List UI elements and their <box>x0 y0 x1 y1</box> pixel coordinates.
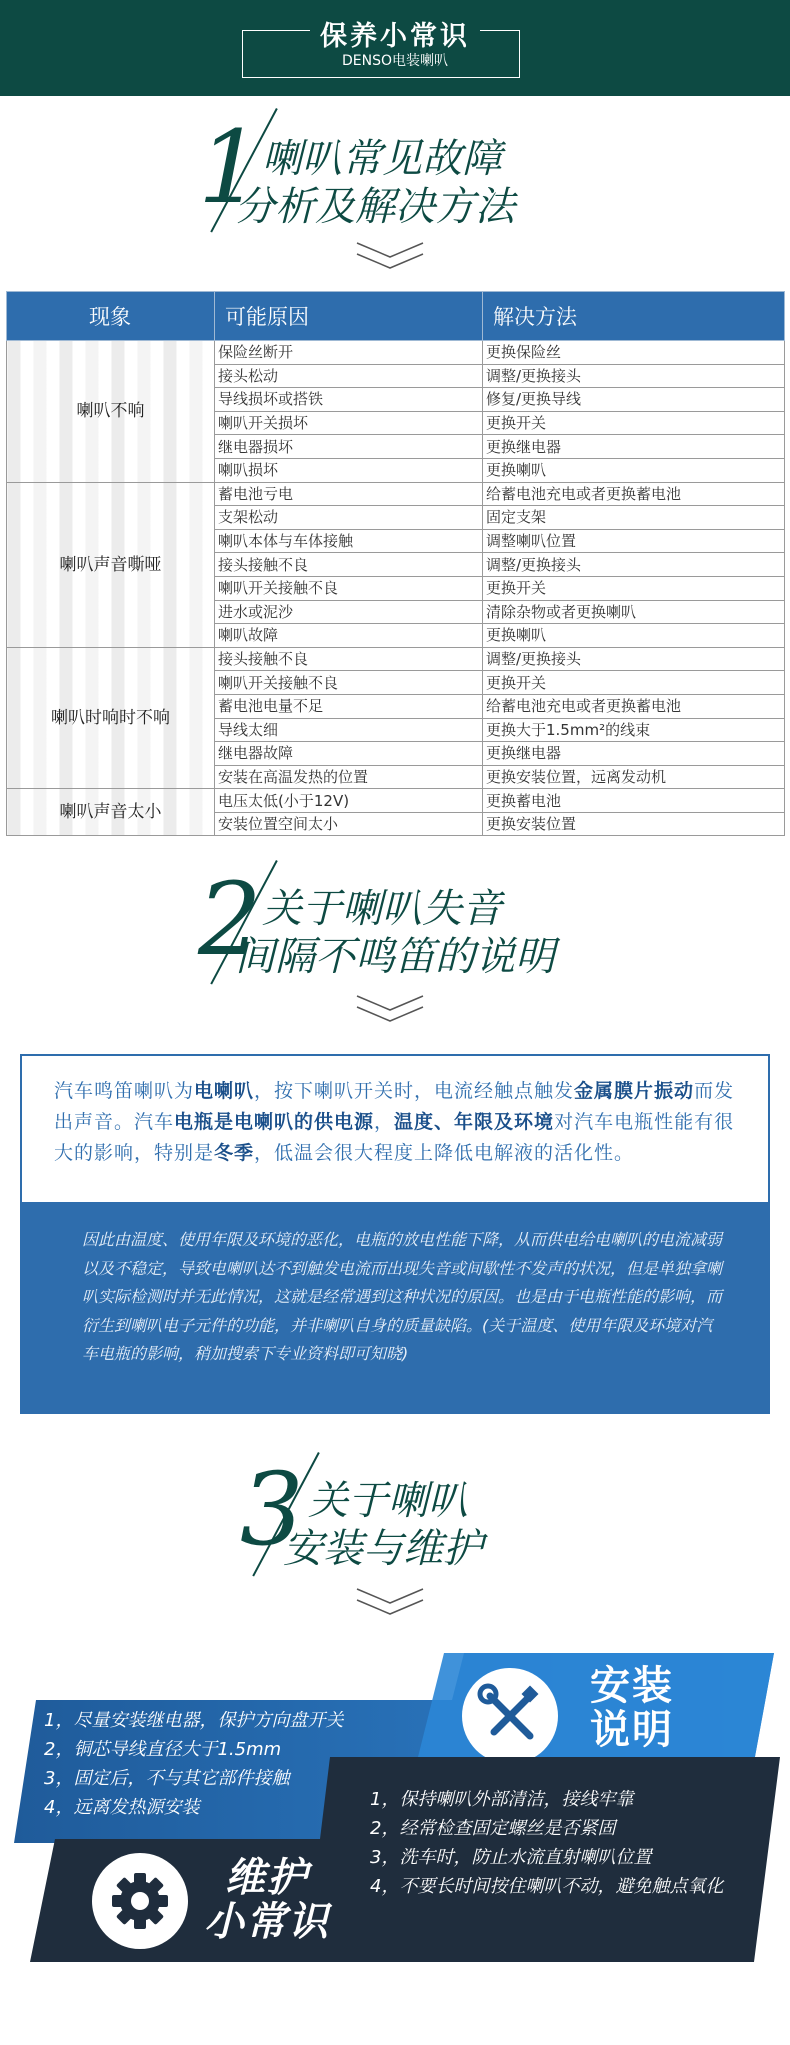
cause-cell: 喇叭损坏 <box>215 458 483 482</box>
cause-cell: 喇叭开关接触不良 <box>215 576 483 600</box>
section-1-number: 1 <box>198 109 262 226</box>
cause-cell: 电压太低(小于12V) <box>215 789 483 813</box>
cause-cell: 导线太细 <box>215 718 483 742</box>
table-row <box>7 789 785 813</box>
solution-cell: 给蓄电池充电或者更换蓄电池 <box>483 694 785 718</box>
maintain-icon-badge <box>92 1853 188 1949</box>
solution-cell: 更换蓄电池 <box>483 789 785 813</box>
chevron-down-icon <box>355 993 425 1027</box>
tools-icon <box>462 1668 558 1764</box>
symptom-cell: 喇叭声音嘶哑 <box>7 482 215 647</box>
solution-cell: 调整/更换接头 <box>483 647 785 671</box>
section-3-line2: 安装与维护 <box>283 1526 483 1572</box>
maintain-item: 2，经常检查固定螺丝是否紧固 <box>370 1818 616 1839</box>
info-segment: ，低温会很大程度上降低电解液的活化性。 <box>254 1142 635 1164</box>
maintain-item: 1，保持喇叭外部清洁，接线牢靠 <box>370 1789 634 1810</box>
section-3-number: 3 <box>240 1451 304 1568</box>
info-segment: 而发出声音。汽车 <box>54 1080 735 1133</box>
install-item: 2，铜芯导线直径大于1.5mm <box>44 1739 282 1760</box>
info-segment: 对汽车电瓶性能有很大的影响，特别是 <box>54 1111 735 1164</box>
table-body <box>7 341 785 836</box>
fault-table <box>6 291 785 836</box>
section-1-line2: 分析及解决方法 <box>235 184 515 230</box>
page-header <box>0 0 790 96</box>
solution-cell: 更换安装位置 <box>483 812 785 836</box>
chevron-down-icon <box>355 240 425 274</box>
solution-cell: 更换继电器 <box>483 435 785 459</box>
info-highlight: 电瓶是电喇叭的供电源 <box>174 1111 375 1133</box>
cause-cell: 支架松动 <box>215 506 483 530</box>
install-item: 1，尽量安装继电器，保护方向盘开关 <box>44 1710 344 1731</box>
solution-cell: 更换开关 <box>483 671 785 695</box>
install-item: 4，远离发热源安装 <box>44 1797 200 1818</box>
solution-cell: 更换保险丝 <box>483 341 785 365</box>
table-row <box>7 341 785 365</box>
cause-cell: 接头接触不良 <box>215 553 483 577</box>
solution-cell: 更换继电器 <box>483 742 785 766</box>
maintain-label-line1: 维护 <box>225 1855 309 1901</box>
cause-cell: 安装位置空间太小 <box>215 812 483 836</box>
cause-cell: 喇叭故障 <box>215 624 483 648</box>
table-row <box>7 647 785 671</box>
info-bottom-text: 因此由温度、使用年限及环境的恶化，电瓶的放电性能下降，从而供电给电喇叭的电流减弱以及不稳定，导致电喇叭达不到触发电流而出现失音或间歇性不发声的状况，但是单独拿喇叭实际检测时并无此情况，这就是经常遇到这种状况的原因。也是由于电瓶性能的影响，而衍生到喇叭电子元件的功能，并非喇叭自身的质量缺陷。(关于温度、使用年限及环境对汽车电瓶的影响，稍加搜索下专业资料即可知晓) <box>82 1230 723 1364</box>
install-label-line2: 说明 <box>590 1707 674 1753</box>
header-title: 保养小常识 <box>310 21 480 52</box>
info-segment: ，按下喇叭开关时，电流经触点触发 <box>254 1080 575 1102</box>
section-3-line1: 关于喇叭 <box>308 1478 468 1524</box>
cause-cell: 喇叭开关损坏 <box>215 411 483 435</box>
maintain-list <box>370 1785 750 1901</box>
solution-cell: 修复/更换导线 <box>483 388 785 412</box>
cause-cell: 接头接触不良 <box>215 647 483 671</box>
solution-cell: 更换大于1.5mm²的线束 <box>483 718 785 742</box>
maintain-item: 3，洗车时，防止水流直射喇叭位置 <box>370 1847 652 1868</box>
cause-cell: 安装在高温发热的位置 <box>215 765 483 789</box>
cause-cell: 导线损坏或搭铁 <box>215 388 483 412</box>
cause-cell: 接头松动 <box>215 364 483 388</box>
cause-cell: 喇叭本体与车体接触 <box>215 529 483 553</box>
info-segment: ， <box>374 1111 395 1133</box>
info-highlight: 冬季 <box>214 1142 255 1164</box>
solution-cell: 更换安装位置，远离发动机 <box>483 765 785 789</box>
info-top-text <box>54 1076 742 1169</box>
info-box-top <box>20 1054 770 1204</box>
solution-cell: 更换开关 <box>483 576 785 600</box>
section-2-line2: 间隔不鸣笛的说明 <box>235 934 555 980</box>
info-segment: 汽车鸣笛喇叭为 <box>54 1080 195 1102</box>
cause-cell: 进水或泥沙 <box>215 600 483 624</box>
maintain-label-line2: 小常识 <box>204 1899 330 1945</box>
info-box-bottom <box>20 1204 770 1414</box>
install-label-line1: 安装 <box>590 1663 674 1709</box>
cause-cell: 喇叭开关接触不良 <box>215 671 483 695</box>
maintain-item: 4，不要长时间按住喇叭不动，避免触点氧化 <box>370 1876 724 1897</box>
info-highlight: 金属膜片振动 <box>574 1080 695 1102</box>
header-cause: 可能原因 <box>215 292 483 341</box>
solution-cell: 更换喇叭 <box>483 624 785 648</box>
gear-icon <box>92 1853 188 1949</box>
solution-cell: 给蓄电池充电或者更换蓄电池 <box>483 482 785 506</box>
chevron-down-icon <box>355 1586 425 1620</box>
install-label <box>590 1664 674 1752</box>
table-header-row <box>7 292 785 341</box>
cause-cell: 蓄电池电量不足 <box>215 694 483 718</box>
header-subtitle: DENSO电装喇叭 <box>341 53 448 69</box>
solution-cell: 调整/更换接头 <box>483 553 785 577</box>
solution-cell: 更换喇叭 <box>483 458 785 482</box>
symptom-cell: 喇叭不响 <box>7 341 215 483</box>
solution-cell: 调整喇叭位置 <box>483 529 785 553</box>
cause-cell: 继电器损坏 <box>215 435 483 459</box>
table-row <box>7 482 785 506</box>
section-2-number: 2 <box>198 861 262 978</box>
header-symptom: 现象 <box>7 292 215 341</box>
cause-cell: 蓄电池亏电 <box>215 482 483 506</box>
cause-cell: 保险丝断开 <box>215 341 483 365</box>
symptom-cell: 喇叭声音太小 <box>7 789 215 836</box>
maintain-label <box>204 1856 330 1944</box>
install-item: 3，固定后，不与其它部件接触 <box>44 1768 290 1789</box>
install-icon-badge <box>462 1668 558 1764</box>
header-solution: 解决方法 <box>483 292 785 341</box>
cause-cell: 继电器故障 <box>215 742 483 766</box>
symptom-cell: 喇叭时响时不响 <box>7 647 215 789</box>
solution-cell: 清除杂物或者更换喇叭 <box>483 600 785 624</box>
section-1-line1: 喇叭常见故障 <box>262 136 502 182</box>
solution-cell: 更换开关 <box>483 411 785 435</box>
solution-cell: 调整/更换接头 <box>483 364 785 388</box>
solution-cell: 固定支架 <box>483 506 785 530</box>
section-2-line1: 关于喇叭失音 <box>262 886 502 932</box>
info-highlight: 电喇叭 <box>194 1080 255 1102</box>
info-highlight: 温度、年限及环境 <box>394 1111 555 1133</box>
